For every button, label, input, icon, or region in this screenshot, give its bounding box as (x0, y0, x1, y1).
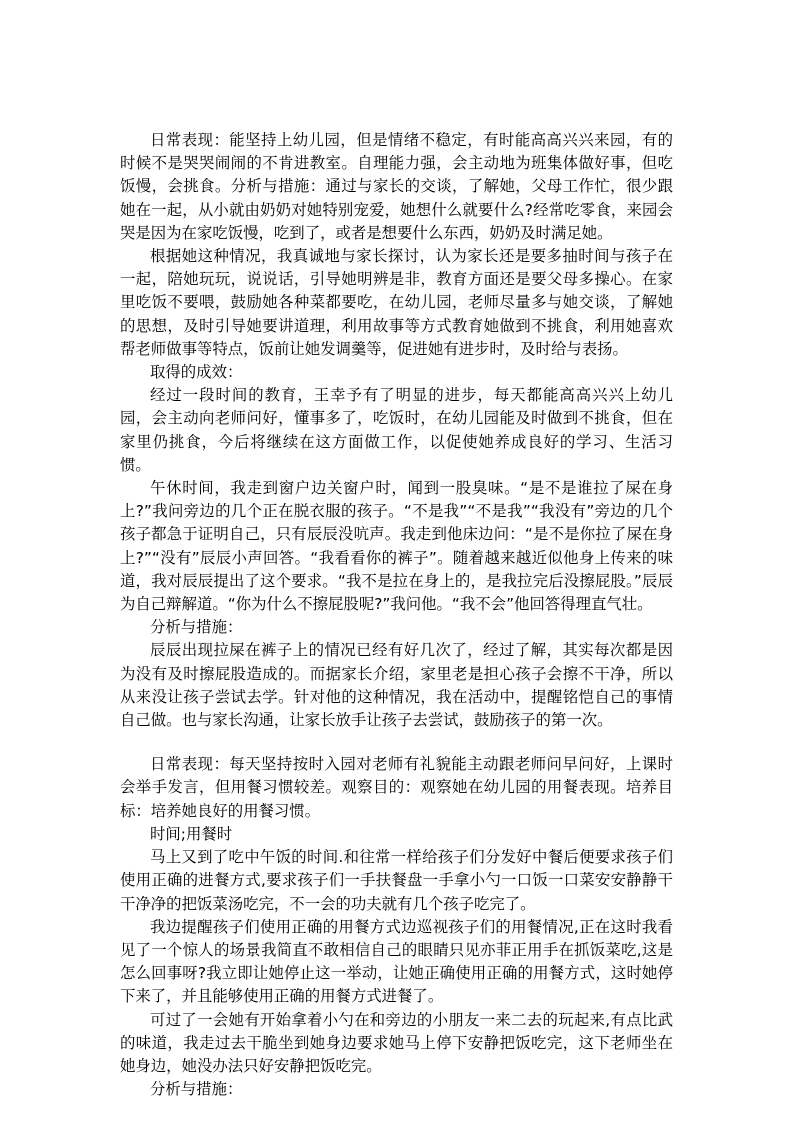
paragraph-results: 经过一段时间的教育，王幸予有了明显的进步，每天都能高高兴兴上幼儿园，会主动向老师问好，懂事多了，吃饭时，在幼儿园能及时做到不挑食，但在家里仍挑食，今后将继续在这方面做工作，以促使她养成良好的学习、生活习惯。 (120, 386, 673, 474)
paragraph-lunch-3: 可过了一会她有开始拿着小勺在和旁边的小朋友一来二去的玩起来,有点比武的味道，我走过去干脆坐到她身边要求她马上停下安静把饭吃完，这下老师坐在她身边，她没办法只好安静把饭吃完。 (120, 1010, 673, 1075)
paragraph-analysis-heading-1: 分析与措施： (150, 618, 243, 637)
paragraph-measures-1: 根据她这种情况，我真诚地与家长探讨，认为家长还是要多抽时间与孩子在一起，陪她玩玩，说说话，引导她明辨是非，教育方面还是要父母多操心。在家里吃饭不要喂，鼓励她各种菜都要吃，在幼儿园，老师尽量多与她交谈，了解她的思想，及时引导她要讲道理，利用故事等方式教育她做到不挑食，利用她喜欢帮老师做事等特点，饭前让她发调羹等，促进她有进步时，及时给与表扬。 (120, 247, 673, 358)
paragraph-lunch-2: 我边提醒孩子们使用正确的用餐方式边巡视孩子们的用餐情况,正在这时我看见了一个惊人的场景我简直不敢相信自己的眼睛只见亦菲正用手在抓饭菜吃,这是怎么回事呀?我立即让她停止这一举动，让她正确使用正确的用餐方式，这时她停下来了，并且能够使用正确的用餐方式进餐了。 (120, 917, 673, 1006)
paragraph-time-mealtime: 时间;用餐时 (150, 824, 233, 843)
paragraph-daily-performance-1: 日常表现：能坚持上幼儿园，但是情绪不稳定，有时能高高兴兴来园，有的时候不是哭哭闹闹的不肯进教室。自理能力强，会主动地为班集体做好事，但吃饭慢，会挑食。分析与措施：通过与家长的交谈，了解她，父母工作忙，很少跟她在一起，从小就由奶奶对她特别宠爱，她想什么就要什么?经常吃零食，来园会哭是因为在家吃饭慢，吃到了，或者是想要什么东西，奶奶及时满足她。 (120, 131, 673, 242)
paragraph-analysis-1: 辰辰出现拉屎在裤子上的情况已经有好几次了，经过了解，其实每次都是因为没有及时擦屁股造成的。而据家长介绍，家里老是担心孩子会擦不干净，所以从来没让孩子尝试去学。针对他的这种情况，我在活动中，提醒铭恺自己的事情自己做。也与家长沟通，让家长放手让孩子去尝试，鼓励孩子的第一次。 (120, 641, 673, 730)
paragraph-analysis-heading-2: 分析与措施： (150, 1080, 243, 1099)
paragraph-lunch-1: 马上又到了吃中午饭的时间.和往常一样给孩子们分发好中餐后便要求孩子们使用正确的进餐方式,要求孩子们一手扶餐盘一手拿小勺一口饭一口菜安安静静干干净净的把饭菜汤吃完，不一会的功夫就有几个孩子吃完了。 (120, 848, 673, 913)
document-page (120, 129, 673, 1101)
paragraph-results-heading: 取得的成效： (150, 363, 243, 382)
paragraph-nap-time: 午休时间，我走到窗户边关窗户时，闻到一股臭味。“是不是谁拉了屎在身上?”我问旁边的几个正在脱衣服的孩子。“不是我”“不是我”“我没有”旁边的几个孩子都急于证明自己，只有辰辰没吭声。我走到他床边问：“是不是你拉了屎在身上?”“没有”辰辰小声回答。“我看看你的裤子”。随着越来越近似他身上传来的味道，我对辰辰提出了这个要求。“我不是拉在身上的，是我拉完后没擦屁股。”辰辰为自己辩解道。“你为什么不擦屁股呢?”我问他。“我不会”他回答得理直气壮。 (120, 479, 673, 614)
paragraph-daily-performance-2: 日常表现：每天坚持按时入园对老师有礼貌能主动跟老师问早问好，上课时会举手发言，但用餐习惯较差。观察目的：观察她在幼儿园的用餐表现。培养目标：培养她良好的用餐习惯。 (120, 755, 673, 820)
